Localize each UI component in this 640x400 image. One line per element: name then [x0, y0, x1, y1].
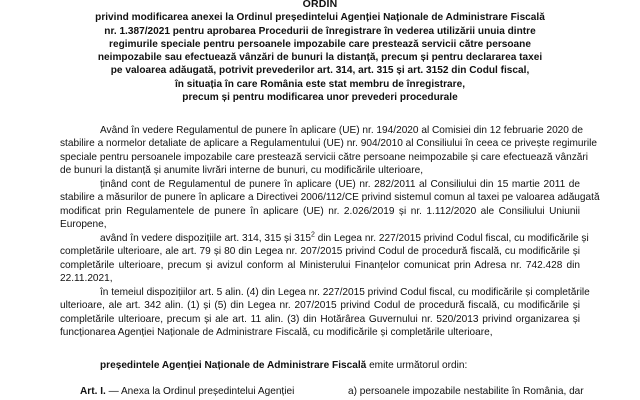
paragraph-line: 22.11.2021, — [60, 273, 113, 285]
preamble-paragraph-regulation-194 — [60, 124, 597, 178]
superscript: 2 — [310, 231, 315, 239]
title-line: precum și pentru modificarea unor prevederi procedurale — [182, 92, 458, 104]
title-line: pe valoarea adăugată, potrivit prevederilor art. 314, art. 315 și art. 3152 din Codul fiscal, — [110, 65, 530, 77]
paragraph-line: ulterioare, ale art. 342 alin. (1) și (5) din Legea nr. 207/2015 privind Codul de procedură fiscală, cu modificările și — [60, 300, 580, 312]
article-one — [80, 385, 294, 398]
title-line: neimpozabile sau efectuează vânzări de bunuri la distanță, precum și pentru declararea taxei — [97, 52, 543, 64]
article-text: — Anexa la Ordinul președintelui Agenției — [105, 386, 295, 397]
paragraph-line: Având în vedere Regulamentul de punere în aplicare (UE) nr. 194/2020 al Comisiei din 12 februarie 2020 de — [100, 125, 583, 136]
issuer-statement — [100, 359, 467, 372]
paragraph-line — [60, 231, 589, 245]
title-line: nr. 1.387/2021 pentru aprobarea Procedurii de înregistrare în vederea utilizării unuia dintre — [104, 25, 536, 37]
paragraph-line-start: având în vedere dispozițiile art. 314, 315 și 315 — [100, 233, 311, 244]
paragraph-line-end: din Legea nr. 227/2015 privind Codul fiscal, cu modificările și — [317, 233, 589, 244]
paragraph-line: speciale pentru persoanele impozabile care prestează servicii către persoane neimpozabile și care efectuează vânzări — [60, 151, 588, 163]
paragraph-line: completările ulterioare, ale art. 79 și 80 din Legea nr. 207/2015 privind Codul de procedură fiscală, cu modificările și — [60, 246, 580, 258]
paragraph-line: Europene, — [60, 219, 107, 231]
issuer-name: președintele Agenției Naționale de Administrare Fiscală — [100, 360, 367, 371]
preamble-paragraph-regulation-282 — [60, 178, 600, 232]
title-line: în situația în care România este stat membru de înregistrare, — [174, 78, 465, 90]
article-label: Art. I. — [80, 386, 106, 397]
paragraph-line: stabilire a măsurilor de punere în aplicare a Directivei 2006/112/CE privind sistemul comun al taxei pe valoarea adăugată — [60, 192, 600, 204]
paragraph-line: stabilire a normelor detaliate de aplicare a Regulamentului (UE) nr. 904/2010 al Consiliului în ceea ce privește regimurile — [60, 138, 597, 150]
issuer-text: emite următorul ordin: — [366, 360, 468, 371]
paragraph-line: în temeiul dispozițiilor art. 5 alin. (4) din Legea nr. 227/2015 privind Codul fiscal, cu modificările și completările — [100, 287, 590, 298]
document-heading: ORDIN — [302, 0, 338, 10]
paragraph-line: completările ulterioare, precum și ale art. 11 alin. (3) din Hotărârea Guvernului nr. 520/2013 privind organizarea și — [60, 313, 580, 325]
article-right-column: a) persoanele impozabile nestabilite în România, dar — [348, 386, 584, 397]
title-line: regimurile speciale pentru persoanele impozabile care prestează servicii către persoane — [109, 38, 531, 50]
document-title — [60, 0, 580, 104]
paragraph-line: funcționarea Agenției Naționale de Administrare Fiscală, cu modificările și completările ulterioare, — [60, 327, 493, 339]
paragraph-line: de bunuri la distanță și anumite livrări interne de bunuri, cu modificările ulterioare, — [60, 165, 424, 177]
paragraph-line: ținând cont de Regulamentul de punere în aplicare (UE) nr. 282/2011 al Consiliului din 15 martie 2011 de — [100, 179, 580, 190]
preamble-paragraph-fiscal-code — [60, 231, 589, 286]
paragraph-line: completările ulterioare, precum și avizul conform al Ministerului Finanțelor comunicat prin Adresa nr. 742.428 din — [60, 259, 580, 271]
preamble-paragraph-legal-basis — [60, 286, 590, 340]
paragraph-line: modificat prin Regulamentele de punere în aplicare (UE) nr. 2.026/2019 și nr. 1.112/2020 ale Consiliului Uniunii — [60, 205, 580, 217]
title-line: privind modificarea anexei la Ordinul președintelui Agenției Naționale de Administrare Fiscală — [95, 12, 545, 24]
